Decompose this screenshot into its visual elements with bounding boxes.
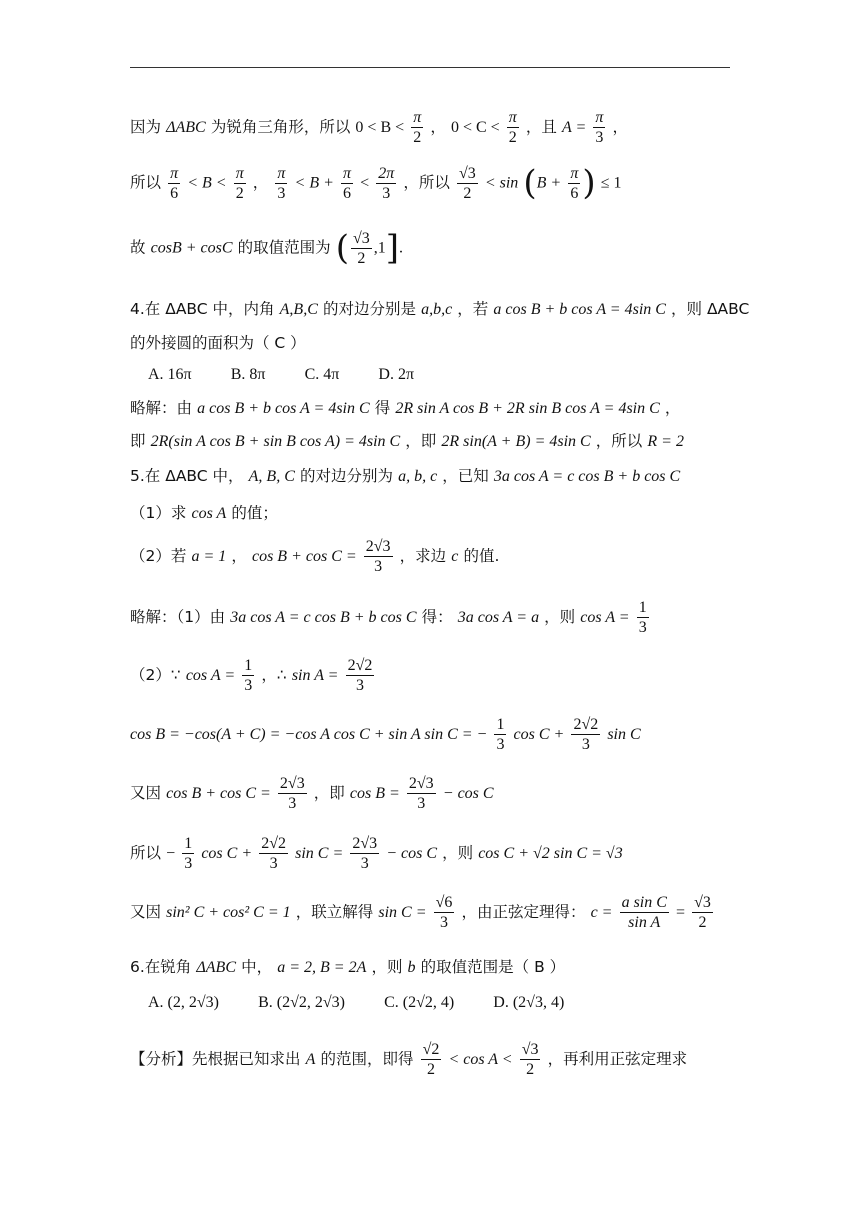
q5-solution-6: 又因 sin² C + cos² C = 1 ，联立解得 sin C = $\frac{√6}{3}$ ，由正弦定理得： c = $\frac{\text{a sin C}}{\text{sin A}}$ = $\frac{√3}{2}$ [130, 894, 711, 931]
option-a: A. (2, 2√3) [148, 994, 219, 1011]
text-line-3: 故 cosB + cosC 的取值范围为 ( $\frac{√3}{2}$ ,1]. [130, 228, 404, 268]
q4-line-2: 的外接圆的面积为（ C ） [130, 334, 306, 352]
fraction: $\frac{\pi}{3}$ [595, 109, 604, 146]
fraction: $\frac{\pi}{6}$ [170, 164, 179, 202]
text-line-2: 所以 $\frac{\pi}{6}$ < B < $\frac{\pi}{2}$ ， $\frac{\pi}{3}$ < B + $\frac{\pi}{6}$ < $\frac{2\pi}{3}$ ，所以 $\frac{√3}{2}$ < sin (B + $\frac{\pi}{6}$ ) ≤ 1 [130, 163, 622, 203]
text: 故 [130, 238, 146, 257]
fraction: $\frac{2√2}{3}$ [261, 835, 286, 872]
q5-solution-3: cos B = −cos(A + C) = −cos A cos C + sin A sin C = − $\frac{1}{3}$ cos C + $\frac{2√2}{3}$ sin C [130, 716, 641, 753]
option-c: C. (2√2, 4) [384, 994, 455, 1011]
fraction: $\frac{2√3}{3}$ [279, 775, 305, 812]
fraction: $\frac{√2}{2}$ [422, 1041, 440, 1078]
math: < B + [294, 174, 334, 192]
fraction: $\frac{√3}{2}$ [694, 894, 711, 931]
fraction: $\frac{\text{a sin C}}{\text{sin A}}$ [621, 894, 667, 931]
text: 为锐角三角形，所以 [210, 118, 351, 136]
text: 的取值范围为 [237, 238, 331, 257]
q5-solution-2: （2）∵ cos A = $\frac{1}{3}$ ，∴ sin A = $\frac{2√2}{3}$ [130, 657, 373, 694]
math: ≤ 1 [600, 174, 622, 192]
math: < sin [484, 174, 519, 192]
q5-part-2: （2）若 a = 1 ， cos B + cos C = $\frac{2√3}{3}$ ，求边 c 的值. [130, 538, 500, 575]
option-d: D. 2π [378, 366, 415, 383]
header-rule [130, 67, 730, 68]
q6-analysis: 【分析】先根据已知求出 A 的范围，即得 $\frac{√2}{2}$ < cos A < $\frac{√3}{2}$ ，再利用正弦定理求 [130, 1041, 688, 1078]
fraction: $\frac{1}{3}$ [244, 657, 253, 694]
q4-solution-2: 即 2R(sin A cos B + sin B cos A) = 4sin C ，即 2R sin(A + B) = 4sin C ，所以 R = 2 [130, 432, 684, 450]
fraction: $\frac{\pi}{6}$ [342, 164, 351, 202]
q5-line-1: 5.在 ΔABC 中， A, B, C 的对边分别为 a, b, c ，已知 3a cos A = c cos B + b cos C [130, 467, 681, 485]
fraction: $\frac{2\pi}{3}$ [378, 164, 395, 202]
text-line-1 [130, 108, 628, 147]
math: B + [536, 174, 562, 192]
text: 因为 [130, 118, 162, 136]
text: ， [430, 118, 446, 136]
fraction: $\frac{√3}{2}$ [352, 229, 370, 267]
fraction: $\frac{1}{3}$ [184, 835, 193, 872]
math: 0 < C < [450, 119, 500, 136]
math: cosB + cosC [150, 239, 233, 257]
q6-options [148, 992, 598, 1012]
fraction: $\frac{2√2}{3}$ [347, 657, 373, 694]
fraction: $\frac{\pi}{2}$ [508, 109, 517, 146]
fraction: $\frac{1}{3}$ [496, 716, 505, 753]
option-b: B. (2√2, 2√3) [258, 994, 345, 1011]
fraction: $\frac{√6}{3}$ [435, 894, 453, 931]
q5-solution-4: 又因 cos B + cos C = $\frac{2√3}{3}$ ，即 cos B = $\frac{2√3}{3}$ − cos C [130, 775, 494, 812]
math: ΔABC [166, 119, 206, 136]
text: ，所以 [403, 173, 450, 192]
q5-solution-1: 略解：（1）由 3a cos A = c cos B + b cos C 得： 3a cos A = a ，则 cos A = $\frac{1}{3}$ [130, 599, 647, 636]
fraction: $\frac{2√3}{3}$ [408, 775, 434, 812]
fraction: $\frac{2√2}{3}$ [573, 716, 599, 753]
fraction: $\frac{2√3}{3}$ [352, 835, 378, 872]
text: 所以 [130, 173, 162, 192]
fraction: $\frac{√3}{2}$ [458, 164, 476, 202]
fraction: $\frac{\pi}{6}$ [570, 164, 579, 202]
q4-options [148, 364, 448, 384]
math: < B < [187, 174, 227, 192]
fraction: $\frac{\pi}{2}$ [413, 109, 422, 146]
math: < [360, 174, 370, 192]
fraction: $\frac{√3}{2}$ [521, 1041, 539, 1078]
text: ， [252, 173, 269, 192]
option-c: C. 4π [304, 366, 340, 383]
fraction: $\frac{2√3}{3}$ [365, 538, 391, 575]
option-a: A. 16π [148, 366, 192, 383]
option-d: D. (2√3, 4) [493, 994, 565, 1011]
math: 0 < B < [355, 119, 405, 136]
fraction: $\frac{\pi}{3}$ [277, 164, 286, 202]
fraction: $\frac{\pi}{2}$ [235, 164, 244, 202]
q5-part-1: （1）求 cos A 的值； [130, 504, 278, 522]
q6-line-1: 6.在锐角 ΔABC 中， a = 2, B = 2A ，则 b 的取值范围是（ B ） [130, 958, 566, 976]
text: ，且 [525, 118, 557, 136]
q4-solution-1: 略解：由 a cos B + b cos A = 4sin C 得 2R sin A cos B + 2R sin B cos A = 4sin C ， [130, 399, 681, 417]
option-b: B. 8π [230, 366, 266, 383]
q4-line-1: 4.在 ΔABC 中，内角 A,B,C 的对边分别是 a,b,c ，若 a cos B + b cos A = 4sin C ，则 ΔABC [130, 300, 750, 318]
fraction: $\frac{1}{3}$ [638, 599, 647, 636]
math: ,1 [373, 239, 386, 257]
math: . [399, 239, 404, 257]
math: A = [561, 119, 587, 136]
text: ， [612, 118, 628, 136]
q5-solution-5: 所以 − $\frac{1}{3}$ cos C + $\frac{2√2}{3}$ sin C = $\frac{2√3}{3}$ − cos C ，则 cos C + √2 sin C = √3 [130, 835, 623, 872]
